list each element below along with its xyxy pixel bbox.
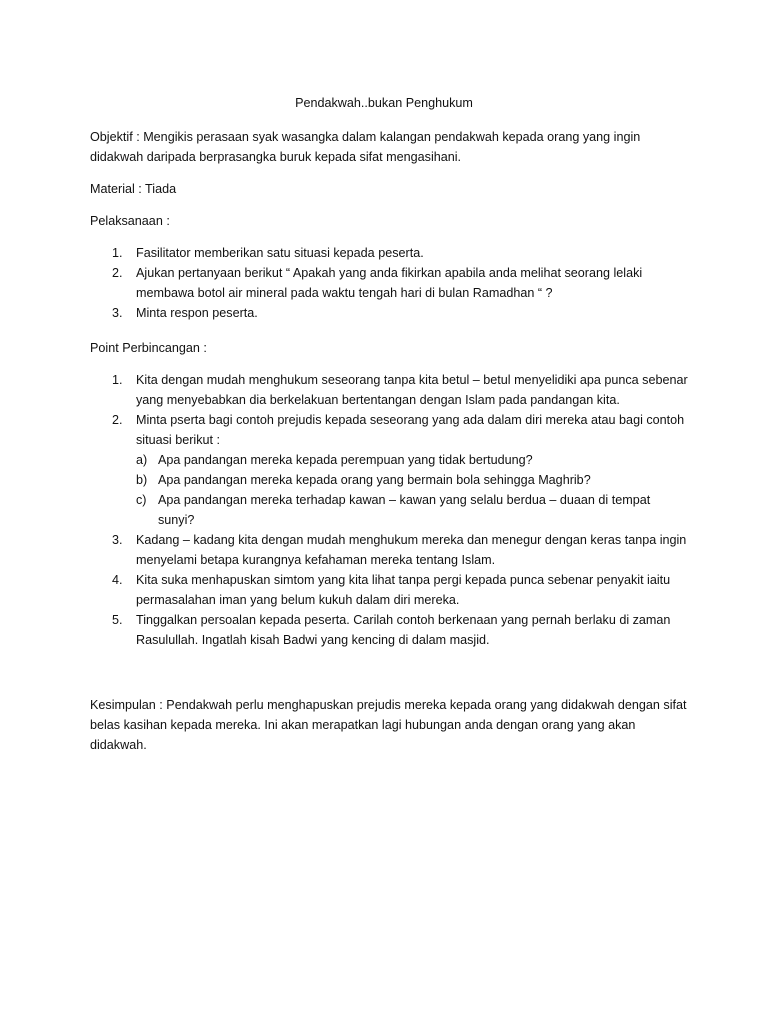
- list-number: 3.: [112, 533, 123, 547]
- pelaksanaan-heading: Pelaksanaan :: [90, 214, 170, 228]
- list-item-text: Minta respon peserta.: [136, 306, 258, 320]
- sub-list-item-text: Apa pandangan mereka kepada perempuan yang tidak bertudung?: [158, 453, 533, 467]
- list-number: 1.: [112, 246, 123, 260]
- list-item: [90, 303, 690, 323]
- list-item: [90, 570, 690, 610]
- material-line: Material : Tiada: [90, 182, 177, 196]
- sub-list-item-text: Apa pandangan mereka kepada orang yang bermain bola sehingga Maghrib?: [158, 473, 591, 487]
- list-item: [90, 370, 690, 410]
- list-item-text: Minta pserta bagi contoh prejudis kepada seseorang yang ada dalam diri mereka atau bagi contoh situasi berikut :: [136, 413, 685, 447]
- sub-list-letter: a): [136, 453, 148, 467]
- list-item: [90, 410, 690, 530]
- sub-list-letter: b): [136, 473, 148, 487]
- list-item-text: Kadang – kadang kita dengan mudah menghukum mereka dan menegur dengan keras tanpa ingin menyelami betapa kurangnya kefahaman mereka tentang Islam.: [136, 533, 687, 567]
- list-item: [90, 243, 690, 263]
- document-title: Pendakwah..bukan Penghukum: [295, 96, 473, 110]
- list-item-text: Fasilitator memberikan satu situasi kepada peserta.: [136, 246, 424, 260]
- sub-list-item-text: Apa pandangan mereka terhadap kawan – kawan yang selalu berdua – duaan di tempat sunyi?: [158, 493, 651, 527]
- list-number: 2.: [112, 413, 123, 427]
- point-perbincangan-heading: Point Perbincangan :: [90, 341, 207, 355]
- pelaksanaan-list: [90, 243, 690, 323]
- list-item-text: Kita suka menhapuskan simtom yang kita lihat tanpa pergi kepada punca sebenar penyakit iaitu permasalahan iman yang belum kukuh dalam diri mereka.: [136, 573, 671, 607]
- sub-point-list: [136, 450, 690, 530]
- list-item: [90, 610, 690, 650]
- list-number: 2.: [112, 266, 123, 280]
- list-number: 3.: [112, 306, 123, 320]
- list-number: 5.: [112, 613, 123, 627]
- sub-list-letter: c): [136, 493, 147, 507]
- sub-list-item: [136, 470, 690, 490]
- list-number: 4.: [112, 573, 123, 587]
- kesimpulan-paragraph: Kesimpulan : Pendakwah perlu menghapuskan prejudis mereka kepada orang yang didakwah dengan sifat belas kasihan kepada mereka. Ini akan merapatkan lagi hubungan anda dengan orang yang akan didakwah.: [90, 698, 687, 752]
- list-item-text: Ajukan pertanyaan berikut “ Apakah yang anda fikirkan apabila anda melihat seorang lelaki membawa botol air mineral pada waktu tengah hari di bulan Ramadhan “ ?: [136, 266, 643, 300]
- sub-list-item: [136, 490, 690, 530]
- list-item-text: Tinggalkan persoalan kepada peserta. Carilah contoh berkenaan yang pernah berlaku di zaman Rasulullah. Ingatlah kisah Badwi yang kencing di dalam masjid.: [136, 613, 671, 647]
- list-item-text: Kita dengan mudah menghukum seseorang tanpa kita betul – betul menyelidiki apa punca sebenar yang menyebabkan dia berkelakuan bertentangan dengan Islam pada pandangan kita.: [136, 373, 688, 407]
- sub-list-item: [136, 450, 690, 470]
- list-number: 1.: [112, 373, 123, 387]
- objective-paragraph: Objektif : Mengikis perasaan syak wasangka dalam kalangan pendakwah kepada orang yang ingin didakwah daripada berprasangka buruk kepada sifat mengasihani.: [90, 130, 641, 164]
- point-perbincangan-list: [90, 370, 690, 650]
- list-item: [90, 530, 690, 570]
- list-item: [90, 263, 690, 303]
